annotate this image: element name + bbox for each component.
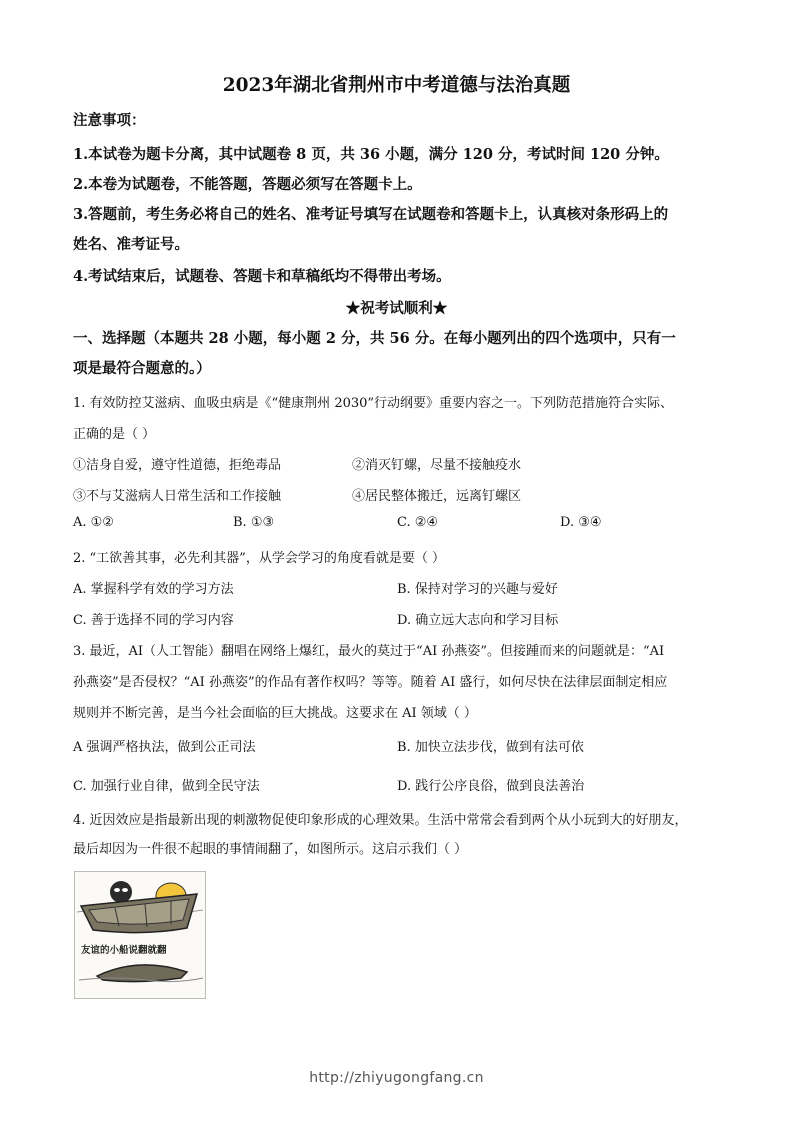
blessing-line: ★祝考试顺利★: [345, 300, 448, 317]
question-3-option-b: B. 加快立法步伐，做到有法可依: [397, 740, 584, 755]
question-2-option-a: A. 掌握科学有效的学习方法: [73, 582, 234, 597]
question-3-option-a: A 强调严格执法，做到公正司法: [73, 740, 256, 755]
question-3-stem: 3. 最近，AI（人工智能）翻唱在网络上爆红，最火的莫过于“AI 孙燕姿”。但接踵而来的问题就是：“AI: [73, 644, 665, 659]
notes-heading: 注意事项：: [73, 112, 146, 129]
cartoon-caption: 友谊的小船说翻就翻: [81, 945, 167, 956]
question-2-stem: 2. “工欲善其事，必先利其器”，从学会学习的角度看就是要（ ）: [73, 551, 445, 566]
section-heading: 一、选择题（本题共 28 小题，每小题 2 分，共 56 分。在每小题列出的四个选项中，只有一: [73, 330, 676, 347]
note-item: 4.考试结束后，试题卷、答题卡和草稿纸均不得带出考场。: [73, 268, 451, 285]
question-4-stem-cont: 最后却因为一件很不起眼的事情闹翻了，如图所示。这启示我们（ ）: [73, 842, 468, 857]
question-1-option-c: C. ②④: [397, 515, 439, 530]
question-1-item: ①洁身自爱，遵守性道德，拒绝毒品: [73, 458, 282, 473]
question-1-option-a: A. ①②: [73, 515, 114, 530]
friendship-boat-cartoon: [74, 871, 206, 999]
question-2-option-b: B. 保持对学习的兴趣与爱好: [397, 582, 558, 597]
boat-illustration: [75, 872, 205, 998]
question-1-stem: 1. 有效防控艾滋病、血吸虫病是《“健康荆州 2030”行动纲要》重要内容之一。下列防范措施符合实际、: [73, 396, 674, 411]
question-1-option-b: B. ①③: [233, 515, 275, 530]
question-2-option-d: D. 确立远大志向和学习目标: [397, 613, 559, 628]
question-3-stem-cont: 孙燕姿”是否侵权？“AI 孙燕姿”的作品有著作权吗？等等。随着 AI 盛行，如何尽快在法律层面制定相应: [73, 675, 668, 690]
note-item: 3.答题前，考生务必将自己的姓名、准考证号填写在试题卷和答题卡上，认真核对条形码上的: [73, 206, 669, 223]
footer-url: http://zhiyugongfang.cn: [309, 1070, 484, 1086]
question-1-item: ③不与艾滋病人日常生活和工作接触: [73, 489, 282, 504]
section-heading-cont: 项是最符合题意的。）: [73, 360, 211, 377]
question-1-item: ②消灭钉螺，尽量不接触疫水: [352, 458, 522, 473]
question-3-option-c: C. 加强行业自律，做到全民守法: [73, 779, 260, 794]
note-item: 2.本卷为试题卷，不能答题，答题必须写在答题卡上。: [73, 176, 422, 193]
page-title: 2023年湖北省荆州市中考道德与法治真题: [222, 75, 571, 96]
question-3-option-d: D. 践行公序良俗，做到良法善治: [397, 779, 585, 794]
note-item: 1.本试卷为题卡分离，其中试题卷 8 页，共 36 小题，满分 120 分，考试时间 120 分钟。: [73, 146, 669, 163]
question-1-item: ④居民整体搬迁，远离钉螺区: [352, 489, 522, 504]
question-2-option-c: C. 善于选择不同的学习内容: [73, 613, 234, 628]
question-4-stem: 4. 近因效应是指最新出现的刺激物促使印象形成的心理效果。生活中常常会看到两个从小玩到大的好朋友，: [73, 813, 688, 828]
question-1-stem-cont: 正确的是（ ）: [73, 427, 156, 442]
note-item: 姓名、准考证号。: [73, 236, 189, 253]
question-1-option-d: D. ③④: [560, 515, 602, 530]
question-3-stem-cont: 规则并不断完善，是当今社会面临的巨大挑战。这要求在 AI 领域（ ）: [73, 706, 477, 721]
